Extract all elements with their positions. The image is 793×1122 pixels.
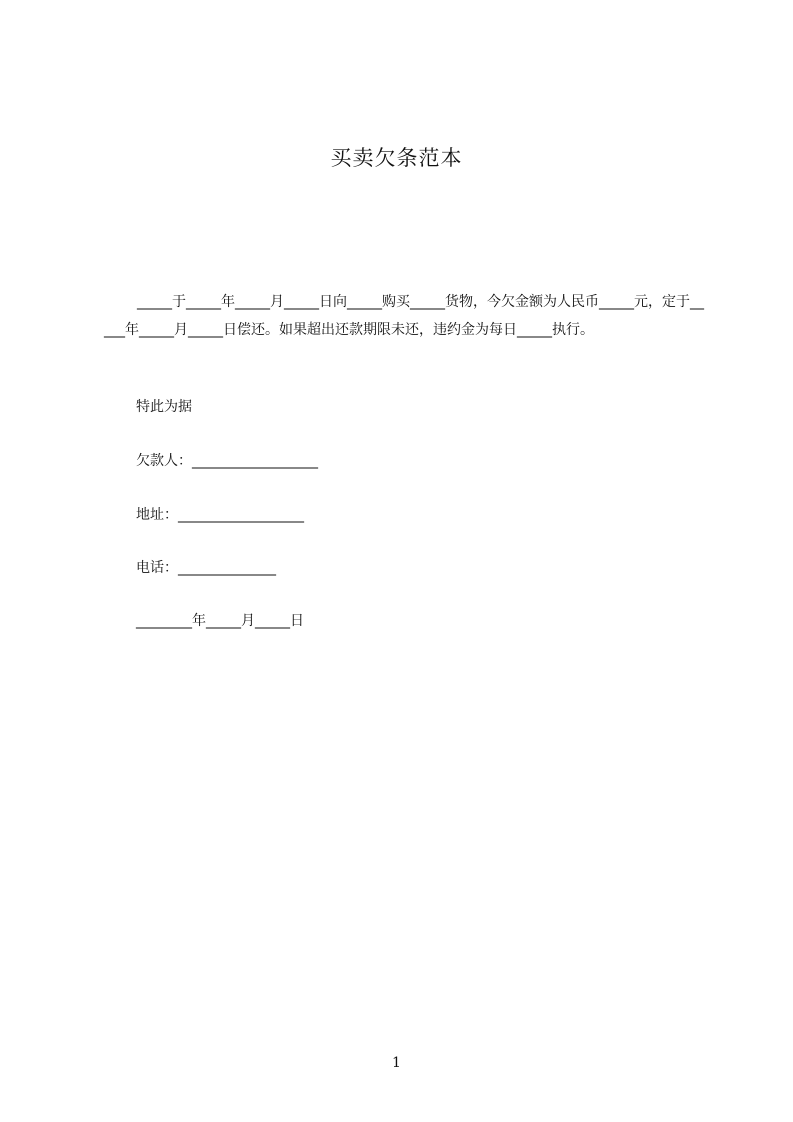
closing-statement: 特此为据 (136, 399, 192, 415)
document-title: 买卖欠条范本 (330, 146, 463, 170)
debtor-signature-line: 欠款人：__________________ (136, 453, 318, 469)
page-number: 1 (392, 1055, 401, 1071)
iou-body-paragraph: _____于_____年_____月_____日向_____购买_____货物，今欠金额为人民币_____元，定于_____年_____月_____日偿还。如果超出还款期限未还，违约金为每日_____执行。 (104, 294, 704, 338)
address-line: 地址：__________________ (136, 507, 304, 523)
date-line: ________年_____月_____日 (136, 613, 304, 629)
phone-line: 电话：______________ (136, 560, 276, 576)
